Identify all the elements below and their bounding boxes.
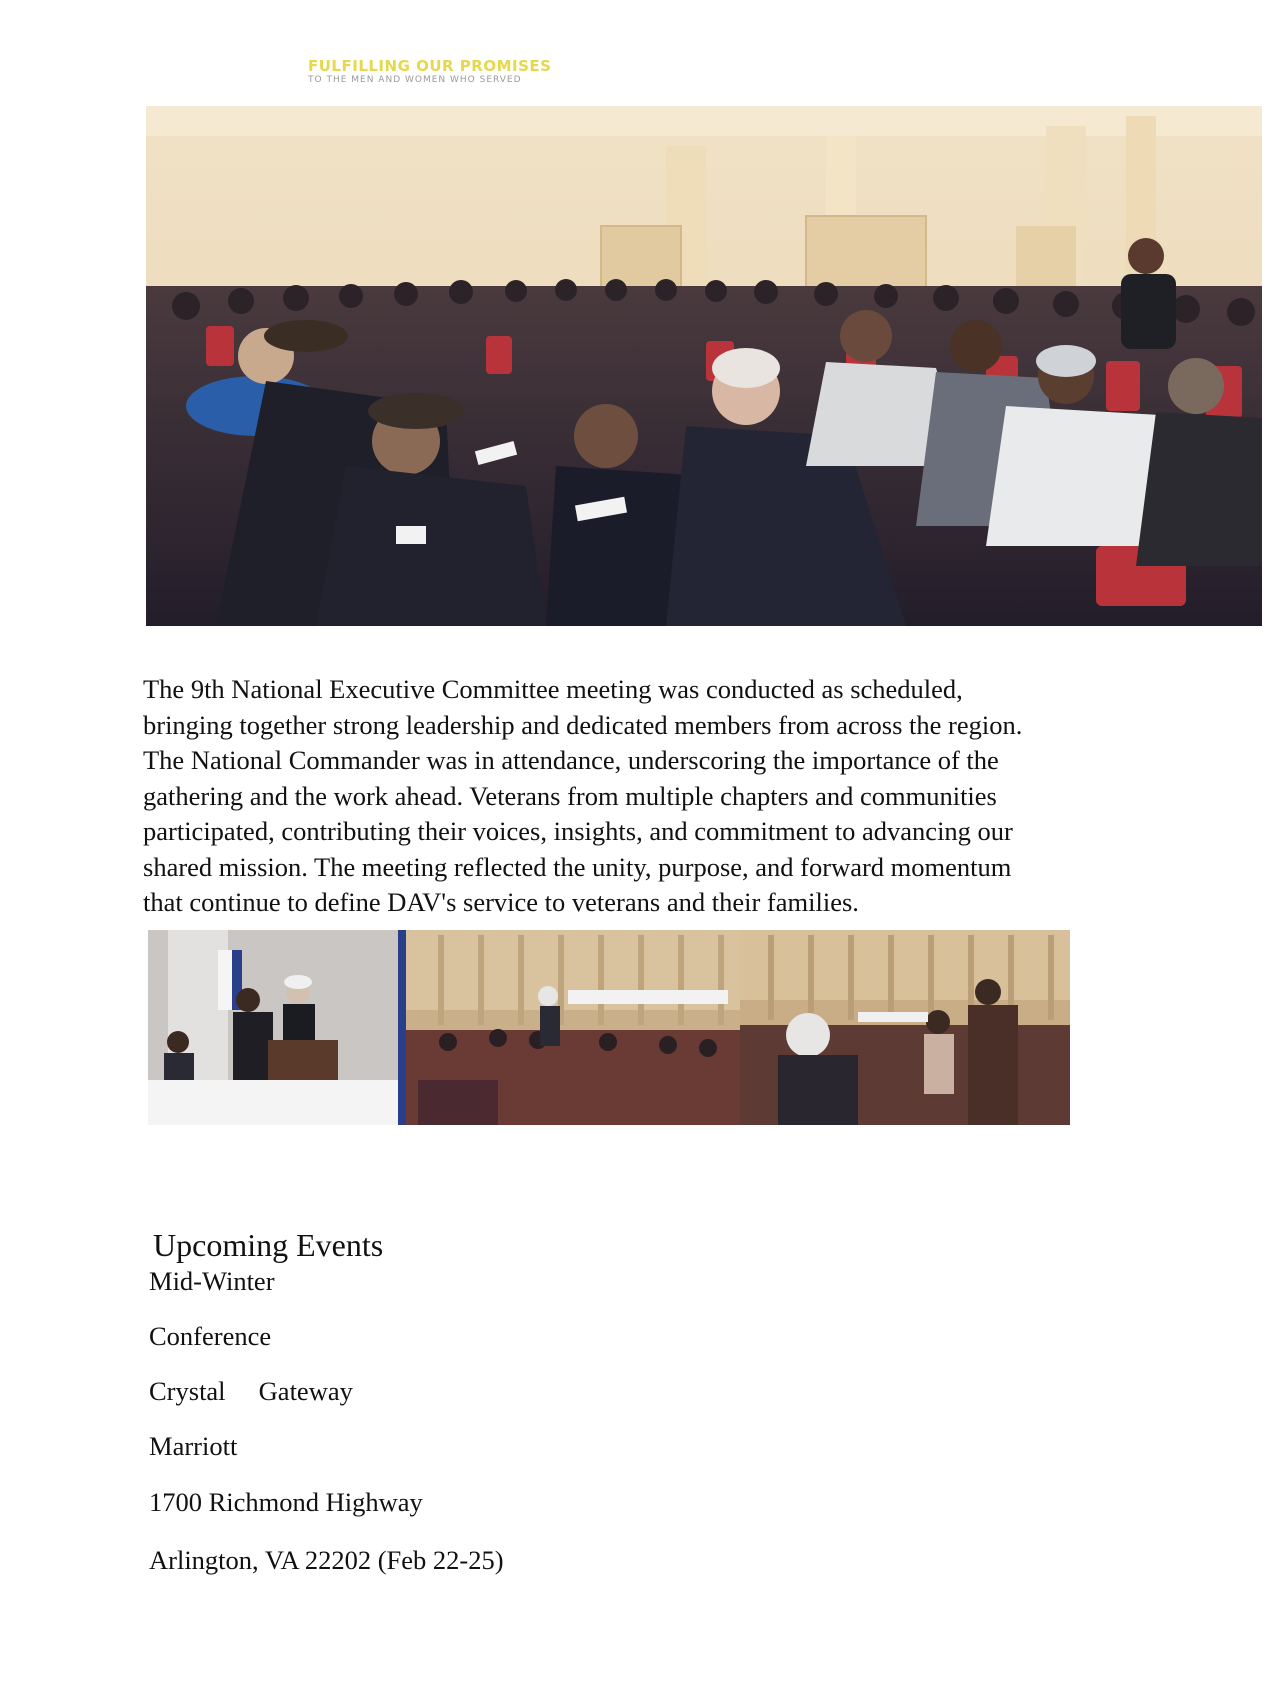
logo-subtitle: TO THE MEN AND WOMEN WHO SERVED — [308, 75, 522, 85]
paragraph-line: The National Commander was in attendance, underscoring the importance of the — [143, 745, 999, 775]
event-venue-line: Crystal Gateway — [149, 1376, 353, 1406]
paragraph-line: that continue to define DAV's service to veterans and their families. — [143, 887, 859, 917]
event-location-date-line: Arlington, VA 22202 (Feb 22-25) — [149, 1545, 504, 1575]
event-name-line: Conference — [149, 1321, 272, 1351]
podium-photo — [148, 930, 406, 1125]
meeting-photo-strip — [148, 930, 1070, 1125]
logo — [308, 57, 552, 85]
event-venue-line: Marriott — [149, 1431, 238, 1461]
paragraph-line: The 9th National Executive Committee meeting was conducted as scheduled, — [143, 674, 963, 704]
event-address-line: 1700 Richmond Highway — [149, 1487, 423, 1517]
attendees-photo — [740, 930, 1070, 1125]
paragraph-line: shared mission. The meeting reflected the unity, purpose, and forward momentum — [143, 851, 1012, 882]
event-name-line: Mid-Winter — [149, 1266, 275, 1296]
paragraph-line: participated, contributing their voices, insights, and commitment to advancing our — [143, 816, 1013, 846]
conference-audience-photo — [146, 106, 1262, 626]
paragraph-line: gathering and the work ahead. Veterans from multiple chapters and communities — [143, 780, 997, 811]
logo-title: FULFILLING OUR PROMISES — [308, 57, 552, 75]
meeting-summary-paragraph — [143, 672, 1143, 921]
meeting-room-photo — [406, 930, 740, 1125]
upcoming-events-heading: Upcoming Events — [153, 1227, 384, 1263]
paragraph-line: bringing together strong leadership and dedicated members from across the region. — [143, 709, 1023, 740]
